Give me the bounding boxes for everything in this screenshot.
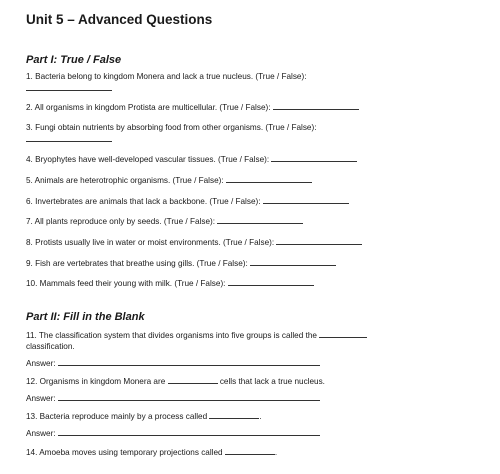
question-8-text: 8. Protists usually live in water or moist environments. (True / False): (26, 238, 275, 247)
part-2-heading: Part II: Fill in the Blank (26, 311, 145, 323)
question-7 (26, 215, 466, 227)
question-10-blank[interactable] (228, 277, 314, 286)
question-13 (26, 410, 466, 439)
question-11-blank[interactable] (319, 329, 367, 338)
question-14-blank[interactable] (225, 446, 278, 457)
question-12-blank[interactable] (168, 375, 218, 384)
question-4-text: 4. Bryophytes have well-developed vascular tissues. (True / False): (26, 155, 270, 164)
question-9-text: 9. Fish are vertebrates that breathe using gills. (True / False): (26, 259, 248, 268)
question-14-text: 14. Amoeba moves using temporary projections called (26, 448, 223, 457)
question-13-text-after: . (259, 412, 262, 421)
answer-label: Answer: (26, 359, 56, 368)
question-13-blank[interactable] (209, 410, 262, 421)
question-7-blank[interactable] (217, 215, 303, 224)
question-9 (26, 257, 466, 269)
question-3 (26, 122, 466, 145)
question-12-text: 12. Organisms in kingdom Monera are (26, 377, 166, 386)
question-11-text: 11. The classification system that divides organisms into five groups is called the (26, 331, 317, 340)
question-14-text-after: . (274, 448, 278, 457)
question-12 (26, 375, 466, 404)
answer-label: Answer: (26, 429, 56, 438)
answer-label: Answer: (26, 394, 56, 403)
question-9-blank[interactable] (250, 257, 336, 266)
question-1 (26, 71, 466, 94)
question-6 (26, 195, 466, 207)
question-4-blank[interactable] (271, 153, 357, 162)
page-title: Unit 5 – Advanced Questions (26, 12, 213, 27)
question-6-blank[interactable] (263, 195, 349, 204)
question-3-blank[interactable] (26, 133, 112, 142)
question-11-answer-field[interactable] (58, 357, 320, 366)
question-1-blank[interactable] (26, 82, 112, 91)
question-11 (26, 329, 466, 369)
question-13-answer-field[interactable] (58, 427, 320, 436)
question-14 (26, 446, 466, 458)
question-8 (26, 236, 466, 248)
question-8-blank[interactable] (276, 236, 362, 245)
question-5-blank[interactable] (226, 174, 312, 183)
question-10 (26, 277, 466, 289)
question-13-text: 13. Bacteria reproduce mainly by a process called (26, 412, 208, 421)
question-11-text-continued: classification. (26, 342, 75, 351)
question-2-blank[interactable] (273, 101, 359, 110)
question-3-text: 3. Fungi obtain nutrients by absorbing food from other organisms. (True / False): (26, 123, 317, 132)
question-2 (26, 101, 466, 113)
question-1-text: 1. Bacteria belong to kingdom Monera and lack a true nucleus. (True / False): (26, 72, 307, 81)
question-7-text: 7. All plants reproduce only by seeds. (True / False): (26, 217, 216, 226)
question-5-text: 5. Animals are heterotrophic organisms. (True / False): (26, 176, 224, 185)
question-2-text: 2. All organisms in kingdom Protista are multicellular. (True / False): (26, 103, 271, 112)
question-4 (26, 153, 466, 165)
question-6-text: 6. Invertebrates are animals that lack a backbone. (True / False): (26, 197, 261, 206)
question-12-answer-field[interactable] (58, 392, 320, 401)
question-10-text: 10. Mammals feed their young with milk. (True / False): (26, 279, 226, 288)
part-1-heading: Part I: True / False (26, 54, 122, 66)
question-12-text-after: cells that lack a true nucleus. (219, 377, 325, 386)
question-5 (26, 174, 466, 186)
